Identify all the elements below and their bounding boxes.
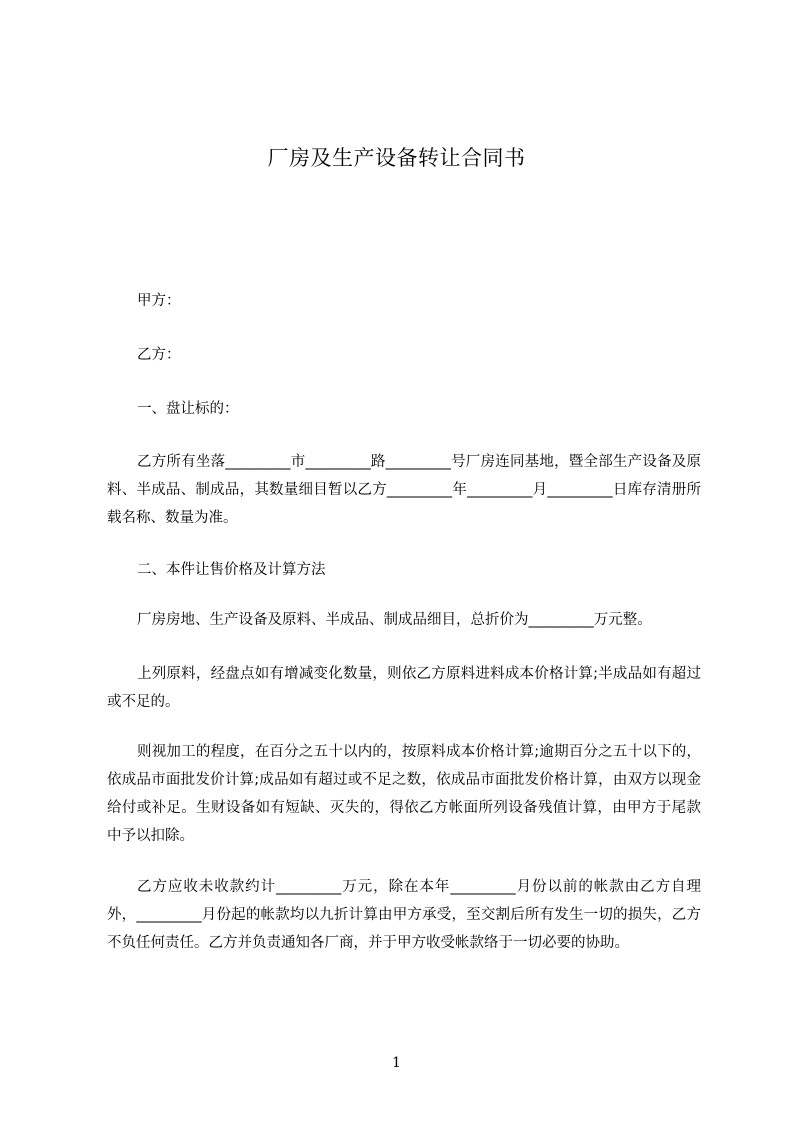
party-b-label: 乙方： [137, 347, 181, 363]
party-a-label: 甲方： [137, 293, 181, 309]
section-2-paragraph-4: 乙方应收未收款约计_________万元，除在本年_________月份以前的帐款由乙方自理外，_________月份起的帐款均以九折计算由甲方承受，至交割后所有发生一切的损失，乙方不负任何责任。乙方并负责通知各厂商，并于甲方收受帐款络于一切必要的协助。 [107, 879, 701, 951]
section-2-paragraph-3: 则视加工的程度，在百分之五十以内的，按原料成本价格计算;逾期百分之五十以下的，依成品市面批发价计算;成品如有超过或不足之数，依成品市面批发价格计算，由双方以现金给付或补足。生财设备如有短缺、灭失的，得依乙方帐面所列设备残值计算，由甲方于尾款中予以扣除。 [107, 744, 701, 844]
section-1-body: 乙方所有坐落_________市_________路_________号厂房连同基地，暨全部生产设备及原料、半成品、制成品，其数量细目暂以乙方_________年_________月_________日库存清册所载名称、数量为准。 [107, 454, 701, 526]
section-2-paragraph-1: 厂房房地、生产设备及原料、半成品、制成品细目，总折价为_________万元整。 [137, 612, 652, 628]
section-2-paragraph-2: 上列原料，经盘点如有增减变化数量，则依乙方原料进料成本价格计算;半成品如有超过或不足的。 [107, 666, 701, 710]
section-1-heading: 一、盘让标的： [137, 401, 239, 417]
page-number: 1 [392, 1055, 401, 1071]
section-2-heading: 二、本件让售价格及计算方法 [137, 562, 326, 578]
document-title: 厂房及生产设备转让合同书 [267, 146, 526, 170]
